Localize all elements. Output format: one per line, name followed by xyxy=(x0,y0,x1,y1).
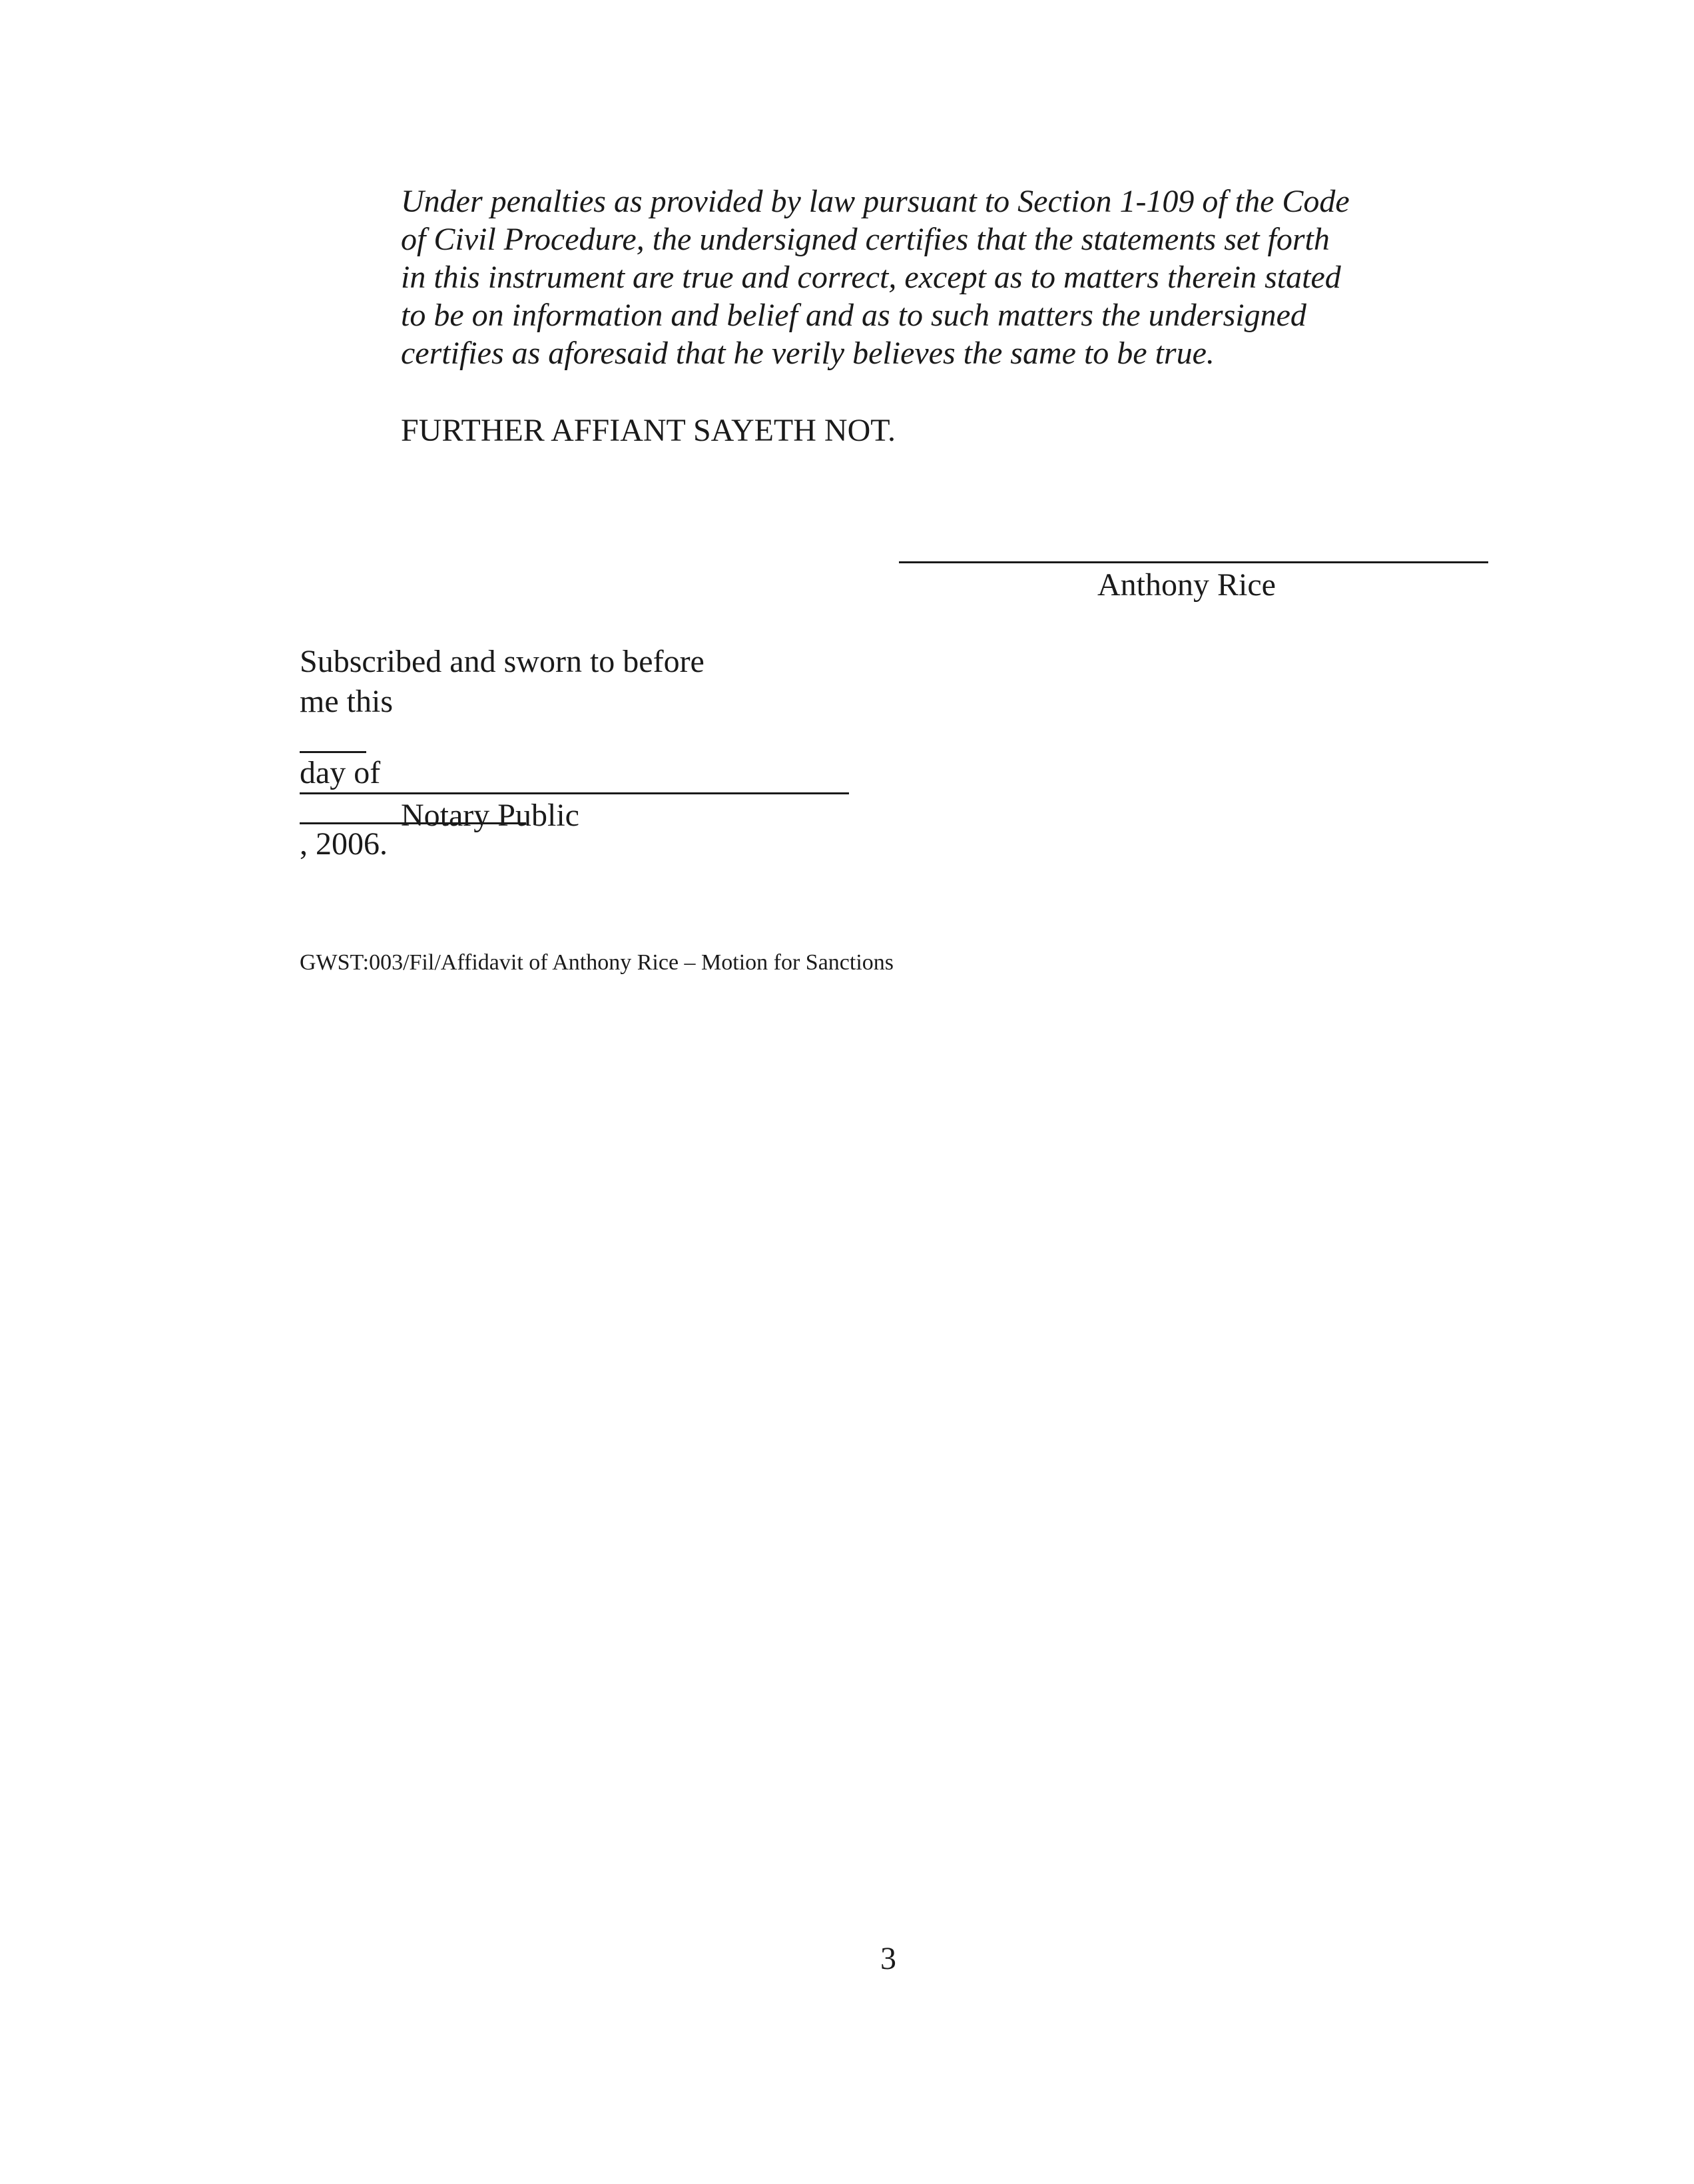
certification-line: certifies as aforesaid that he verily believes the same to be true. xyxy=(401,336,1215,371)
day-blank xyxy=(300,722,366,753)
certification-line: to be on information and belief and as to such matters the undersigned xyxy=(401,298,1306,333)
notary-signature-line xyxy=(300,792,849,794)
jurat-line-1: Subscribed and sworn to before xyxy=(300,644,705,679)
page-number: 3 xyxy=(880,1941,896,1976)
certification-line: in this instrument are true and correct, except as to matters therein stated xyxy=(401,260,1341,295)
further-affiant-statement: FURTHER AFFIANT SAYETH NOT. xyxy=(401,413,896,448)
certification-line: of Civil Procedure, the undersigned certifies that the statements set forth xyxy=(401,222,1330,257)
jurat-middle: day of xyxy=(300,755,381,790)
affiant-signature-line xyxy=(899,561,1488,563)
document-reference: GWST:003/Fil/Affidavit of Anthony Rice – Motion for Sanctions xyxy=(300,950,894,975)
notary-public-label: Notary Public xyxy=(401,798,579,833)
certification-paragraph xyxy=(401,182,1413,372)
jurat-prefix: me this xyxy=(300,684,393,719)
jurat-line-2 xyxy=(300,682,705,864)
jurat-year: , 2006. xyxy=(300,826,388,862)
certification-line: Under penalties as provided by law pursuant to Section 1-109 of the Code xyxy=(401,184,1350,219)
affiant-name: Anthony Rice xyxy=(1097,567,1276,603)
